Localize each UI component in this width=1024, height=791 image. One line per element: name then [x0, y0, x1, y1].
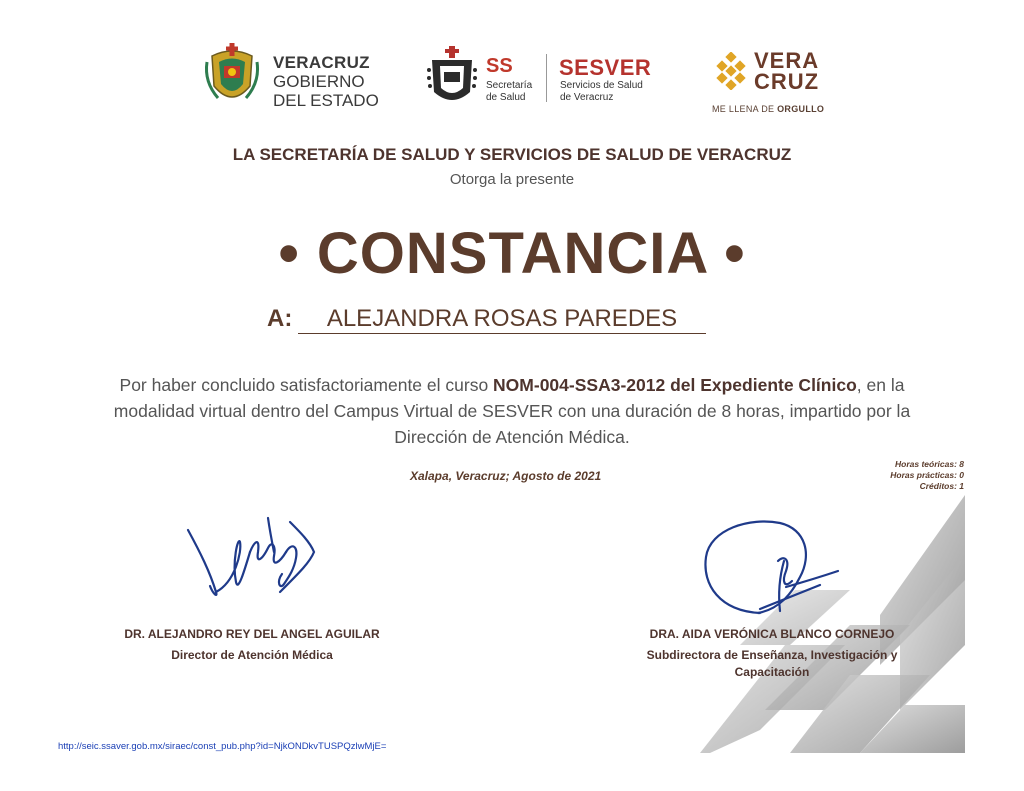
sesver-line2: de Veracruz — [560, 92, 614, 103]
body-part2: , en la modalidad virtual dentro del Campus Virtual de SESVER con una duración de 8 horas, impartido por la Dirección de Atención Médica. — [113, 375, 911, 447]
hours-info — [890, 459, 964, 492]
veracruz-logo-line1: VERACRUZ — [273, 53, 370, 72]
signature-1-name: DR. ALEJANDRO REY DEL ANGEL AGUILAR — [124, 627, 380, 641]
credits: Créditos: 1 — [919, 481, 964, 491]
logo-divider — [546, 54, 547, 102]
vera-cruz-line1: VERA — [754, 48, 820, 73]
body-part1: Por haber concluido satisfactoriamente el curso — [119, 375, 494, 395]
signature-2-role-line1: Subdirectora de Enseñanza, Investigación y — [646, 648, 898, 662]
certificate-title: • CONSTANCIA • — [278, 221, 746, 286]
vera-cruz-line2: CRUZ — [754, 69, 820, 94]
ss-line2: de Salud — [486, 92, 526, 103]
signature-1-role: Director de Atención Médica — [171, 648, 333, 662]
recipient-label: A: — [267, 305, 293, 332]
veracruz-coat-of-arms-icon — [202, 42, 262, 112]
ss-abbr: SS — [486, 55, 513, 77]
verification-url[interactable]: http://seic.ssaver.gob.mx/siraec/const_pub.php?id=NjkONDkvTUSPQzlwMjE= — [58, 741, 387, 752]
issuer-subheading: Otorga la presente — [449, 171, 575, 188]
vera-cruz-logo — [708, 46, 838, 118]
signature-2-image — [700, 515, 845, 620]
signature-2-role-line2: Capacitación — [734, 665, 810, 679]
ss-sesver-logo — [426, 44, 666, 110]
recipient-name: ALEJANDRA ROSAS PAREDES — [298, 305, 706, 334]
veracruz-pattern-icon — [712, 52, 750, 90]
veracruz-logo-line3: DEL ESTADO — [273, 91, 379, 110]
veracruz-gobierno-logo — [200, 40, 380, 112]
signature-2-name: DRA. AIDA VERÓNICA BLANCO CORNEJO — [649, 627, 895, 641]
sesver-name: SESVER — [559, 55, 652, 80]
ss-line1: Secretaría — [486, 80, 533, 91]
ss-emblem-icon — [426, 46, 478, 108]
hours-practice: Horas prácticas: 0 — [890, 470, 964, 480]
signature-1-image — [180, 512, 325, 622]
signature-2-role — [590, 647, 954, 681]
place-date: Xalapa, Veracruz; Agosto de 2021 — [410, 469, 602, 483]
certificate-body — [80, 372, 944, 450]
course-name: NOM-004-SSA3-2012 del Expediente Clínico — [493, 375, 857, 395]
vera-cruz-tagline — [712, 104, 824, 114]
issuer-heading: LA SECRETARÍA DE SALUD Y SERVICIOS DE SALUD DE VERACRUZ — [232, 145, 792, 164]
sesver-line1: Servicios de Salud — [560, 80, 643, 91]
vera-cruz-tag-bold: ORGULLO — [777, 104, 825, 114]
vera-cruz-tag-prefix: ME LLENA DE — [712, 104, 778, 114]
veracruz-logo-line2: GOBIERNO — [273, 72, 365, 91]
hours-theory: Horas teóricas: 8 — [895, 459, 964, 469]
